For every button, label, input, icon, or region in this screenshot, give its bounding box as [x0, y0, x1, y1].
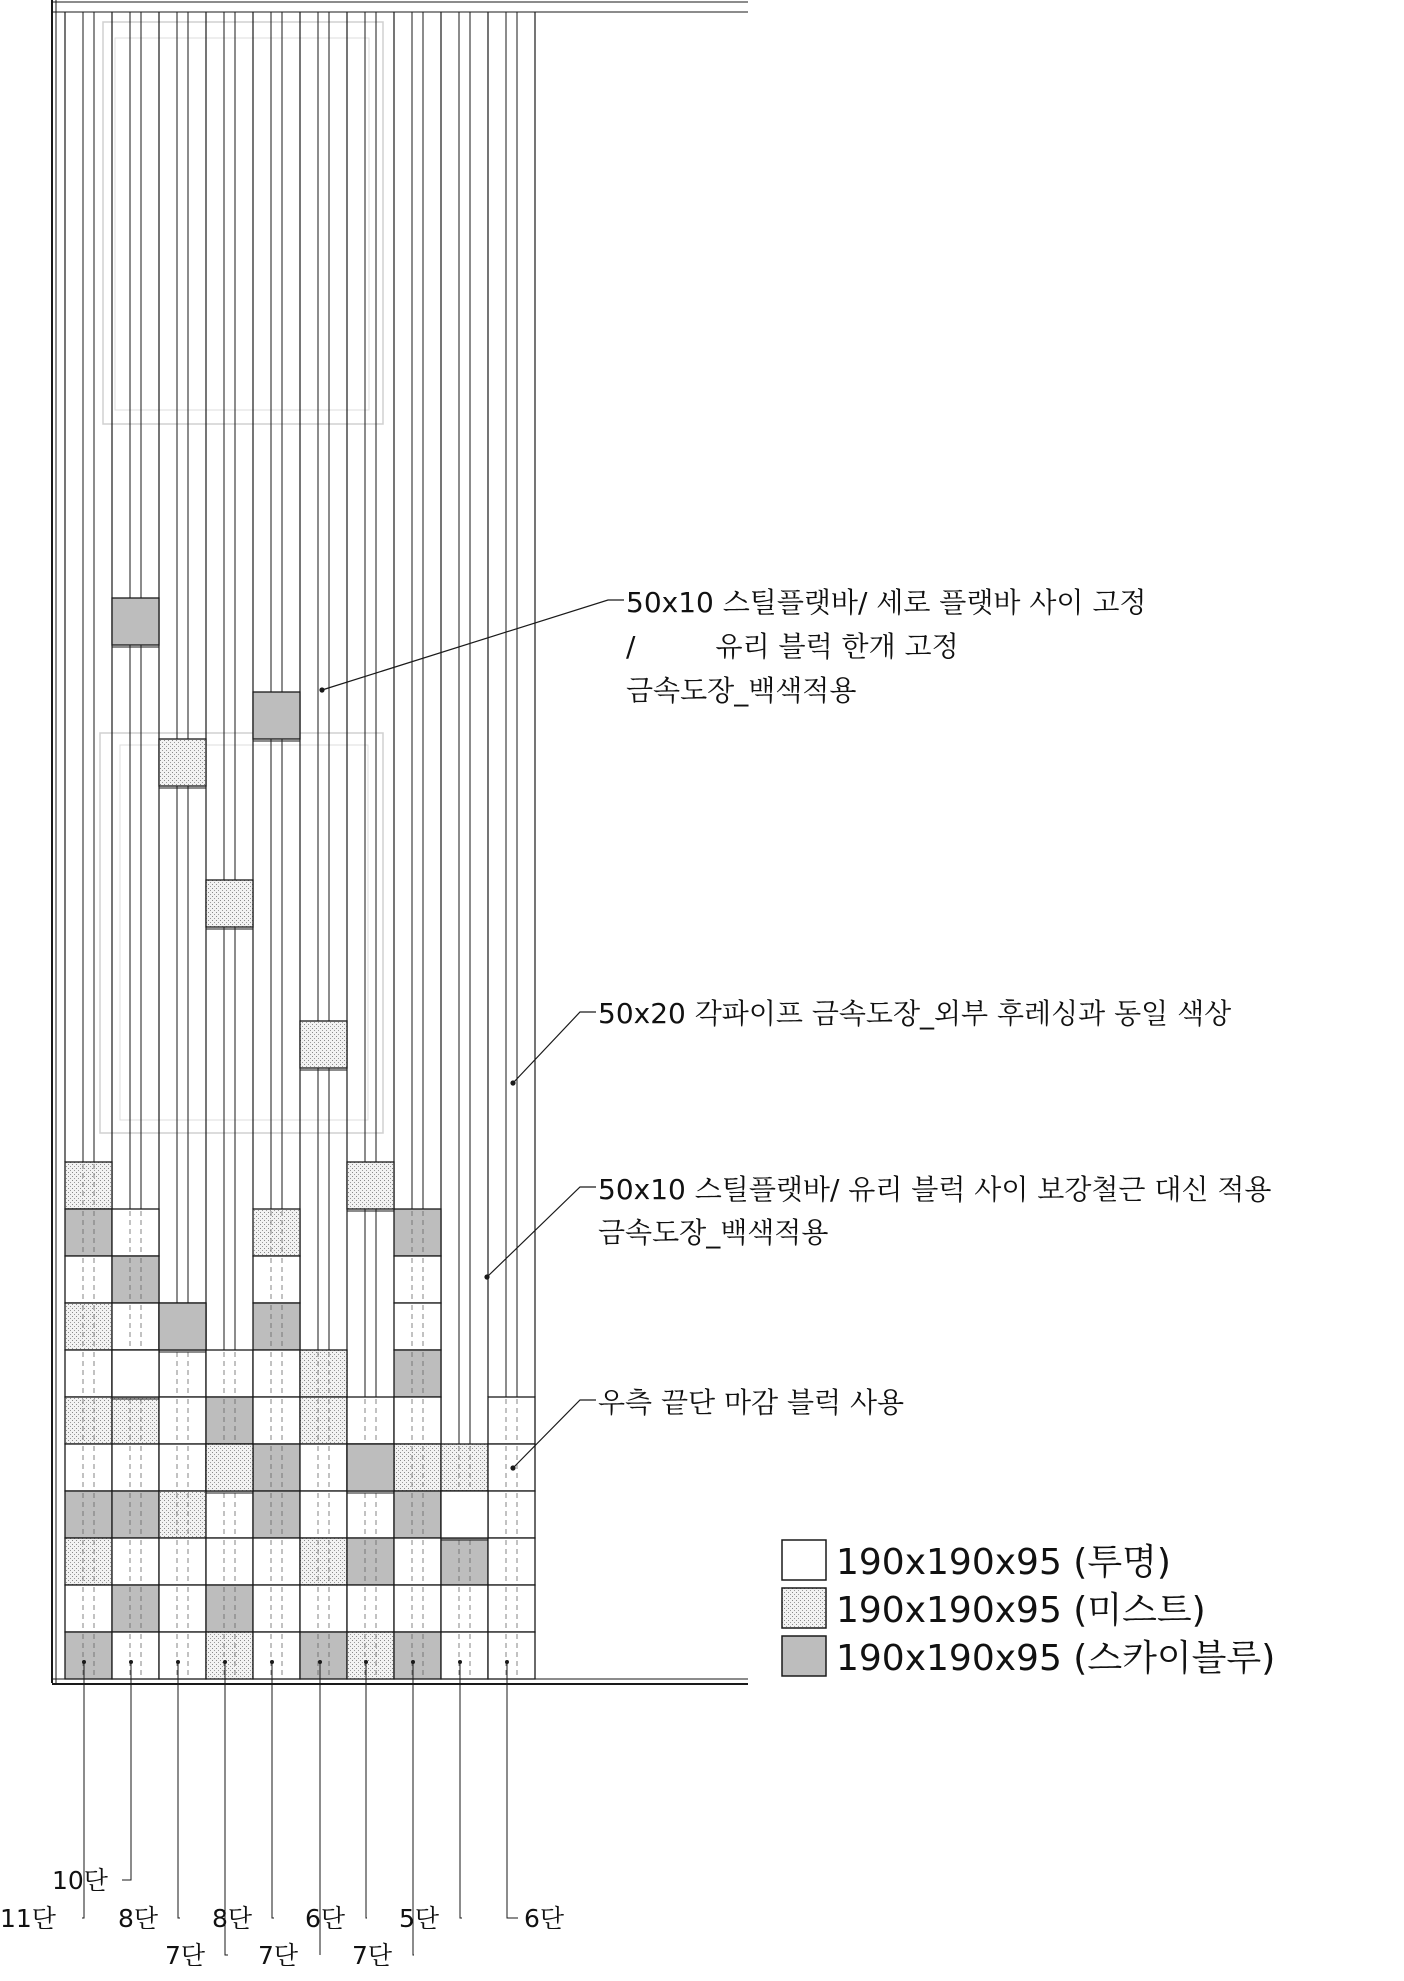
- glass-block-clear: [394, 1256, 441, 1303]
- column-leader-line: [507, 1662, 518, 1918]
- glass-block-skyblue: [394, 1209, 441, 1256]
- note-end-block: 우측 끝단 마감 블럭 사용: [598, 1386, 905, 1419]
- glass-block-clear: [112, 1303, 159, 1350]
- glass-block-skyblue: [206, 1397, 253, 1444]
- leader-flat-bar-mid-dot: [485, 1275, 489, 1279]
- glass-block-mist: [112, 1397, 159, 1444]
- glass-block-clear: [206, 1350, 253, 1397]
- column-label-2: 10단: [52, 1866, 108, 1895]
- glass-block-clear: [112, 1632, 159, 1679]
- annotation-leader-lines: [320, 600, 624, 1470]
- glass-block-clear: [112, 1444, 159, 1491]
- glass-block-clear: [488, 1585, 535, 1632]
- floating-glass-block-skyblue: [159, 1303, 206, 1350]
- glass-block-clear: [159, 1350, 206, 1397]
- glass-block-clear: [159, 1632, 206, 1679]
- glass-block-clear: [159, 1538, 206, 1585]
- note-square-pipe: 50x20 각파이프 금속도장_외부 후레싱과 동일 색상: [598, 997, 1232, 1030]
- column-leader-line: [366, 1662, 367, 1918]
- annotations: [598, 586, 1271, 1419]
- glass-block-mist: [300, 1397, 347, 1444]
- glass-block-clear: [300, 1585, 347, 1632]
- leader-square-pipe: [513, 1012, 596, 1083]
- glass-block-mist: [65, 1538, 112, 1585]
- glass-block-mist: [300, 1350, 347, 1397]
- column-label-1: 11단: [0, 1904, 56, 1933]
- glass-block-clear: [253, 1632, 300, 1679]
- glass-block-clear: [300, 1491, 347, 1538]
- leader-square-pipe-dot: [511, 1081, 515, 1085]
- glass-block-clear: [159, 1444, 206, 1491]
- leader-flat-bar-top-dot: [320, 688, 324, 692]
- leader-end-block-dot: [511, 1466, 515, 1470]
- glass-block-clear: [347, 1397, 394, 1444]
- glass-block-skyblue: [394, 1350, 441, 1397]
- floating-glass-block-mist: [206, 1444, 253, 1491]
- glass-block-clear: [394, 1303, 441, 1350]
- floating-glass-block-mist: [300, 1021, 347, 1068]
- legend-label-mist: 190x190x95 (미스트): [836, 1590, 1206, 1631]
- note-flat-bar-mid-line2: 금속도장_백색적용: [598, 1216, 829, 1249]
- floating-glass-block-skyblue: [112, 598, 159, 645]
- legend: [782, 1540, 1275, 1679]
- glass-block-clear: [394, 1538, 441, 1585]
- glass-block-clear: [253, 1256, 300, 1303]
- column-label-3: 8단: [118, 1904, 159, 1933]
- column-label-9: 5단: [399, 1904, 440, 1933]
- glass-block-clear: [112, 1538, 159, 1585]
- upper-window-inner-outline: [115, 38, 369, 410]
- glass-block-mist: [300, 1538, 347, 1585]
- glass-block-clear: [441, 1585, 488, 1632]
- glass-block-clear: [65, 1256, 112, 1303]
- floating-glass-block-skyblue: [347, 1444, 394, 1491]
- glass-block-clear: [488, 1538, 535, 1585]
- glass-block-clear: [253, 1397, 300, 1444]
- legend-label-skyblue: 190x190x95 (스카이블루): [836, 1638, 1276, 1679]
- glass-block-clear: [206, 1538, 253, 1585]
- note-flat-bar-mid-line1: 50x10 스틸플랫바/ 유리 블럭 사이 보강철근 대신 적용: [598, 1173, 1272, 1206]
- floating-glass-block-mist: [206, 880, 253, 927]
- glass-block-skyblue: [441, 1538, 488, 1585]
- floating-glass-block-clear: [441, 1491, 488, 1538]
- floating-glass-block-skyblue: [253, 692, 300, 739]
- column-label-8: 7단: [352, 1941, 393, 1970]
- glass-block-mist: [65, 1397, 112, 1444]
- glass-block-clear: [206, 1491, 253, 1538]
- glass-block-mist: [65, 1162, 112, 1209]
- note-flat-bar-top-line2: / 유리 블럭 한개 고정: [626, 630, 959, 663]
- glass-block-clear: [159, 1397, 206, 1444]
- glass-block-clear: [488, 1632, 535, 1679]
- glass-block-clear: [441, 1632, 488, 1679]
- glass-block-clear: [300, 1444, 347, 1491]
- glass-block-clear: [253, 1585, 300, 1632]
- legend-swatch-mist: [782, 1588, 826, 1628]
- glass-block-clear: [347, 1585, 394, 1632]
- glass-block-skyblue: [347, 1538, 394, 1585]
- glass-block-mist: [441, 1444, 488, 1491]
- glass-block-skyblue: [206, 1585, 253, 1632]
- glass-block-clear: [253, 1350, 300, 1397]
- column-leader-line: [272, 1662, 274, 1918]
- floating-glass-block-clear: [112, 1350, 159, 1397]
- column-label-5: 8단: [212, 1904, 253, 1933]
- glass-block-skyblue: [253, 1491, 300, 1538]
- glass-block-clear: [394, 1397, 441, 1444]
- glass-block-skyblue: [65, 1491, 112, 1538]
- note-flat-bar-top-line3: 금속도장_백색적용: [626, 674, 857, 707]
- glass-block-skyblue: [65, 1209, 112, 1256]
- glass-block-clear: [347, 1491, 394, 1538]
- upper-window-outline: [103, 22, 383, 424]
- glass-block-mist: [394, 1444, 441, 1491]
- glass-block-mist: [206, 1632, 253, 1679]
- column-label-6: 7단: [258, 1941, 299, 1970]
- leader-flat-bar-top: [322, 600, 624, 690]
- glass-block-skyblue: [394, 1491, 441, 1538]
- column-leader-line: [460, 1662, 462, 1918]
- column-label-10: 6단: [524, 1904, 565, 1933]
- legend-label-clear: 190x190x95 (투명): [836, 1542, 1171, 1583]
- glass-block-skyblue: [112, 1585, 159, 1632]
- lower-window-outline: [100, 733, 383, 1133]
- glass-block-clear: [159, 1585, 206, 1632]
- glass-block-clear: [253, 1538, 300, 1585]
- column-label-7: 6단: [305, 1904, 346, 1933]
- glass-block-mist: [347, 1632, 394, 1679]
- floating-glass-block-mist: [347, 1162, 394, 1209]
- glass-block-mist: [253, 1209, 300, 1256]
- column-labels: [0, 1866, 565, 1970]
- glass-block-clear: [488, 1491, 535, 1538]
- leader-flat-bar-mid: [487, 1187, 596, 1277]
- glass-block-skyblue: [112, 1256, 159, 1303]
- legend-swatch-clear: [782, 1540, 826, 1580]
- glass-block-clear: [65, 1585, 112, 1632]
- column-leader-line: [122, 1662, 131, 1880]
- glass-block-skyblue: [300, 1632, 347, 1679]
- glass-block-skyblue: [394, 1632, 441, 1679]
- column-label-4: 7단: [165, 1941, 206, 1970]
- glass-block-clear: [65, 1444, 112, 1491]
- floating-glass-block-mist: [159, 739, 206, 786]
- glass-block-clear: [112, 1209, 159, 1256]
- glass-block-mist: [159, 1491, 206, 1538]
- note-flat-bar-top-line1: 50x10 스틸플랫바/ 세로 플랫바 사이 고정: [626, 586, 1147, 619]
- glass-block-clear: [394, 1585, 441, 1632]
- glass-block-grid: [65, 1162, 535, 1679]
- glass-block-skyblue: [253, 1444, 300, 1491]
- glass-block-clear: [488, 1397, 535, 1444]
- glass-block-skyblue: [112, 1491, 159, 1538]
- legend-swatch-skyblue: [782, 1636, 826, 1676]
- glass-block-skyblue: [65, 1632, 112, 1679]
- glass-block-clear: [65, 1350, 112, 1397]
- glass-block-skyblue: [253, 1303, 300, 1350]
- glass-block-mist: [65, 1303, 112, 1350]
- background-window-outlines: [100, 22, 383, 1133]
- column-leader-line: [178, 1662, 180, 1918]
